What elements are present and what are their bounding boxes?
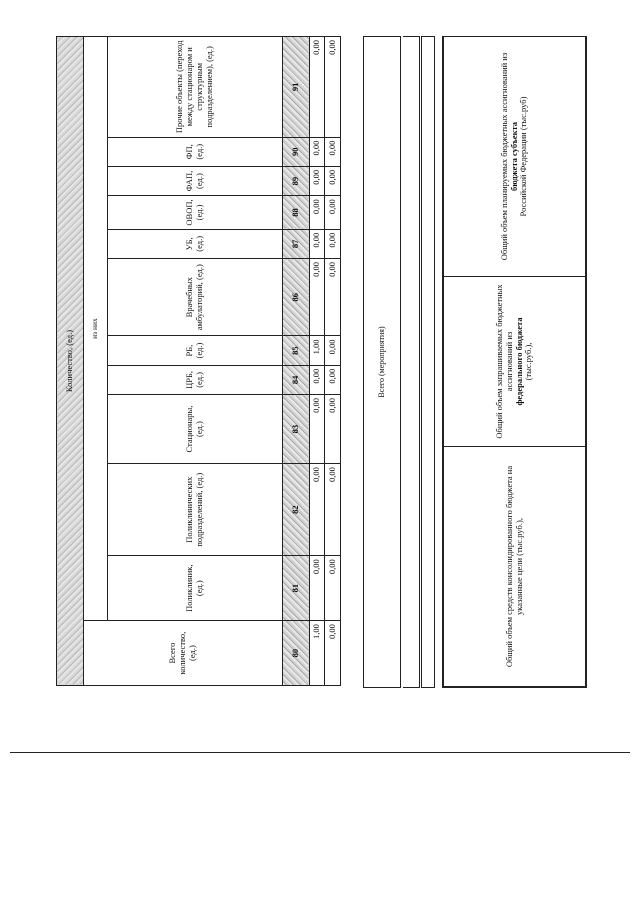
cell: 0,00 bbox=[309, 37, 325, 138]
col-header-prochie: Прочие объекты (переход между стационаром и структурным подразделением), (ед.) bbox=[107, 37, 282, 138]
col-header-vrach-ambul: Врачебных амбулаторий, (ед.) bbox=[107, 259, 282, 336]
col-num-90: 90 bbox=[282, 137, 309, 166]
budget-col3-unit: Российской Федерации (тыс.руб) bbox=[518, 96, 529, 217]
col-header-ovop: ОВОП, (ед.) bbox=[107, 196, 282, 229]
empty-strip bbox=[403, 36, 420, 688]
cell: 0,00 bbox=[309, 137, 325, 166]
kolichestvo-header: Количество, (ед.) bbox=[57, 37, 84, 686]
budget-col-federal bbox=[444, 277, 586, 447]
cell: 0,00 bbox=[325, 395, 341, 464]
cell: 0,00 bbox=[325, 196, 341, 229]
col-num-86: 86 bbox=[282, 259, 309, 336]
objects-count-table bbox=[56, 36, 341, 686]
col-num-89: 89 bbox=[282, 166, 309, 195]
cell: 0,00 bbox=[325, 365, 341, 394]
budget-col3-bold: бюджета субъекта bbox=[508, 121, 519, 192]
vsego-header: Всего количество, (ед.) bbox=[83, 621, 282, 686]
budget-table bbox=[443, 36, 586, 687]
col-header-crb: ЦРБ, (ед.) bbox=[107, 365, 282, 394]
cell: 0,00 bbox=[309, 365, 325, 394]
cell: 0,00 bbox=[309, 166, 325, 195]
cell: 0,00 bbox=[325, 166, 341, 195]
cell: 0,00 bbox=[309, 395, 325, 464]
cell: 0,00 bbox=[325, 229, 341, 258]
cell: 0,00 bbox=[309, 464, 325, 556]
cell: 0,00 bbox=[325, 464, 341, 556]
col-num-82: 82 bbox=[282, 464, 309, 556]
col-num-80: 80 bbox=[282, 621, 309, 686]
col-header-rb: РБ, (ед.) bbox=[107, 336, 282, 365]
cell: 0,00 bbox=[309, 229, 325, 258]
col-num-91: 91 bbox=[282, 37, 309, 138]
budget-col3-text: Общий объем планируемых бюджетных ассигнований из bbox=[498, 52, 509, 261]
cell-total: 0,00 bbox=[325, 621, 341, 686]
rotated-table-frame bbox=[56, 36, 341, 686]
col-header-polikliniki: Поликлиник, (ед.) bbox=[107, 556, 282, 621]
iz-nih-header: из них bbox=[83, 37, 107, 621]
table-row bbox=[325, 37, 341, 686]
cell: 0,00 bbox=[325, 556, 341, 621]
vsego-meropriyatiya-panel bbox=[363, 36, 401, 688]
col-header-stacionary: Стационары, (ед.) bbox=[107, 395, 282, 464]
empty-strip bbox=[421, 36, 435, 688]
table-row bbox=[309, 37, 325, 686]
cell: 0,00 bbox=[309, 196, 325, 229]
col-header-fap: ФАП, (ед.) bbox=[107, 166, 282, 195]
budget-rotated bbox=[443, 37, 586, 687]
budget-col-subject bbox=[444, 37, 586, 277]
col-num-83: 83 bbox=[282, 395, 309, 464]
col-num-81: 81 bbox=[282, 556, 309, 621]
col-num-87: 87 bbox=[282, 229, 309, 258]
budget-col1-text: Общий объем средств консолидированного бюджета на указанные цели (тыс.руб.), bbox=[503, 465, 524, 668]
page-divider bbox=[10, 752, 630, 753]
cell: 0,00 bbox=[309, 259, 325, 336]
cell: 1,00 bbox=[309, 336, 325, 365]
col-header-fp: ФП, (ед.) bbox=[107, 137, 282, 166]
cell-total: 1,00 bbox=[309, 621, 325, 686]
vsego-meropriyatiya-label: Всего (мероприятия) bbox=[377, 326, 386, 398]
col-header-ub: УБ, (ед.) bbox=[107, 229, 282, 258]
rotated-table bbox=[56, 36, 341, 686]
budget-col2-unit: (тыс.руб.), bbox=[523, 342, 534, 381]
budget-panel bbox=[442, 36, 587, 688]
cell: 0,00 bbox=[325, 259, 341, 336]
col-num-84: 84 bbox=[282, 365, 309, 394]
budget-col2-bold: федерального бюджета bbox=[513, 317, 524, 406]
budget-col2-text: Общий объем запрашиваемых бюджетных ассигнований из bbox=[493, 284, 514, 439]
cell: 0,00 bbox=[325, 137, 341, 166]
cell: 0,00 bbox=[325, 37, 341, 138]
cell: 0,00 bbox=[325, 336, 341, 365]
col-header-polikl-podrazd: Поликлинических подразделений, (ед.) bbox=[107, 464, 282, 556]
col-num-88: 88 bbox=[282, 196, 309, 229]
col-num-85: 85 bbox=[282, 336, 309, 365]
budget-col-consolidated bbox=[444, 447, 586, 687]
cell: 0,00 bbox=[309, 556, 325, 621]
